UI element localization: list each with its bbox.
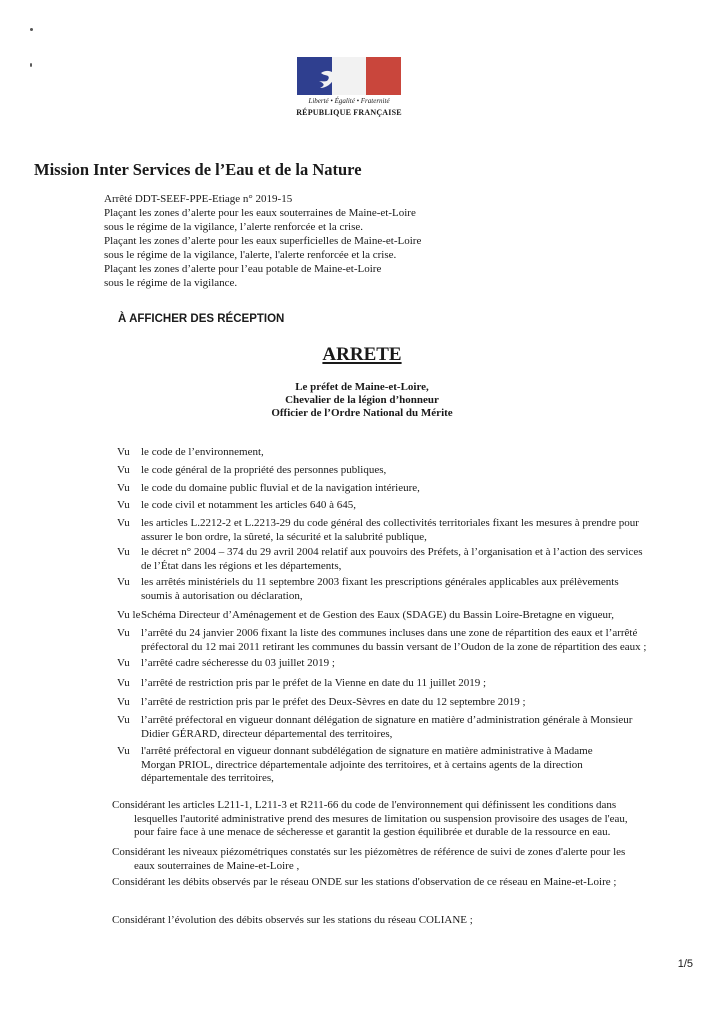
- arrete-title: ARRETE: [322, 344, 402, 365]
- vu-prefix: Vu: [117, 714, 130, 726]
- considerant-text: Considérant les débits observés par le réseau ONDE sur les stations d'observation de ce réseau en Maine-et-Loire ;: [112, 876, 617, 888]
- vu-prefix: Vu le: [117, 609, 141, 621]
- vu-text: les arrêtés ministériels du 11 septembre 2003 fixant les prescriptions générales applicables aux prélèvements: [141, 576, 619, 588]
- vu-text: Schéma Directeur d’Aménagement et de Gestion des Eaux (SDAGE) du Bassin Loire-Bretagne en vigueur,: [141, 609, 615, 621]
- header-line: Plaçant les zones d’alerte pour les eaux souterraines de Maine-et-Loire: [104, 207, 416, 219]
- considerant-paragraph: [112, 914, 473, 928]
- afficher-notice: À AFFICHER DES RÉCEPTION: [118, 313, 285, 325]
- vu-text: l’arrêté du 24 janvier 2006 fixant la liste des communes incluses dans une zone de répartition des eaux et l’arrêté: [141, 627, 638, 639]
- vu-text: le code général de la propriété des personnes publiques,: [141, 464, 387, 476]
- logo-republique: RÉPUBLIQUE FRANÇAISE: [296, 108, 402, 117]
- vu-prefix: Vu: [117, 696, 130, 708]
- vu-text: assurer le bon ordre, la sûreté, la sécurité et la salubrité publique,: [141, 530, 427, 543]
- considerant-paragraph: [112, 846, 625, 873]
- page-number: 1/5: [677, 958, 693, 970]
- vu-text: l'arrêté préfectoral en vigueur donnant subdélégation de signature en matière administrative à Madame: [141, 745, 593, 757]
- considerant-text: lesquelles l'autorité administrative prend des mesures de limitation ou suspension provisoire des usages de l'eau,: [134, 812, 628, 825]
- vu-text: l’arrêté de restriction pris par le préfet de la Vienne en date du 11 juillet 2019 ;: [141, 677, 487, 689]
- vu-text: l’arrêté préfectoral en vigueur donnant délégation de signature en matière d’administration générale à Monsieur: [141, 714, 633, 726]
- header-line: sous le régime de la vigilance, l’alerte renforcée et la crise.: [104, 221, 363, 233]
- vu-prefix: Vu: [117, 482, 130, 494]
- scan-speck: [30, 28, 33, 31]
- vu-text: les articles L.2212-2 et L.2213-29 du code général des collectivités territoriales fixant les mesures à prendre pour: [141, 517, 639, 529]
- vu-prefix: Vu: [117, 627, 130, 639]
- vu-prefix: Vu: [117, 576, 130, 588]
- prefet-line: Officier de l’Ordre National du Mérite: [271, 407, 453, 419]
- tricolor-flag: [297, 57, 401, 95]
- vu-text: soumis à autorisation ou déclaration,: [141, 589, 303, 602]
- vu-text: Didier GÉRARD, directeur départemental des territoires,: [141, 727, 393, 740]
- logo-motto: Liberté • Égalité • Fraternité: [308, 97, 390, 105]
- header-line: sous le régime de la vigilance, l'alerte, l'alerte renforcée et la crise.: [104, 249, 397, 261]
- vu-prefix: Vu: [117, 677, 130, 689]
- vu-text: le décret n° 2004 – 374 du 29 avril 2004 relatif aux pouvoirs des Préfets, à l’organisation et à l’action des services: [141, 546, 643, 558]
- marianne-profile-icon: [317, 57, 365, 95]
- considerant-text: eaux souterraines de Maine-et-Loire ,: [134, 859, 300, 872]
- vu-text: Morgan PRIOL, directrice départementale adjointe des territoires, et à certains agents de la direction: [141, 758, 583, 771]
- header-line: Plaçant les zones d’alerte pour les eaux superficielles de Maine-et-Loire: [104, 235, 422, 247]
- prefet-block: [0, 381, 724, 420]
- considerant-text: pour faire face à une menace de sécheresse et garantit la gestion équilibrée et durable de la ressource en eau.: [134, 826, 611, 838]
- considerant-text: Considérant l’évolution des débits observés sur les stations du réseau COLIANE ;: [112, 914, 473, 926]
- arrete-header: [104, 192, 504, 290]
- prefet-line: Le préfet de Maine-et-Loire,: [295, 381, 429, 393]
- vu-text: le code civil et notamment les articles 640 à 645,: [141, 499, 357, 511]
- considerant-paragraph: [112, 876, 616, 890]
- vu-prefix: Vu: [117, 446, 130, 458]
- prefet-line: Chevalier de la légion d’honneur: [285, 394, 439, 406]
- considerant-text: Considérant les articles L211-1, L211-3 et R211-66 du code de l'environnement qui définissent les conditions dans: [112, 799, 617, 811]
- vu-prefix: Vu: [117, 657, 130, 669]
- vu-text: le code du domaine public fluvial et de la navigation intérieure,: [141, 482, 420, 494]
- vu-text: préfectoral du 12 mai 2011 retirant les communes du bassin versant de l’Oudon de la zone de répartition des eaux ;: [141, 640, 647, 653]
- vu-text: l’arrêté de restriction pris par le préfet des Deux-Sèvres en date du 12 septembre 2019 ;: [141, 696, 526, 708]
- vu-prefix: Vu: [117, 546, 130, 558]
- vu-prefix: Vu: [117, 499, 130, 511]
- vu-prefix: Vu: [117, 517, 130, 529]
- vu-text: le code de l’environnement,: [141, 446, 264, 458]
- header-line: Plaçant les zones d’alerte pour l’eau potable de Maine-et-Loire: [104, 263, 382, 275]
- vu-text: de l’État dans les régions et les départements,: [141, 559, 342, 572]
- considerant-text: Considérant les niveaux piézométriques constatés sur les piézomètres de référence de suivi de zones d'alerte pour les: [112, 846, 626, 858]
- arrete-heading: [0, 344, 724, 366]
- republique-francaise-logo: [294, 57, 404, 125]
- header-line: Arrêté DDT-SEEF-PPE-Etiage n° 2019-15: [104, 193, 293, 205]
- vu-text: départementale des territoires,: [141, 772, 274, 784]
- header-line: sous le régime de la vigilance.: [104, 277, 238, 289]
- considerant-paragraph: [112, 799, 628, 840]
- vu-text: l’arrêté cadre sécheresse du 03 juillet 2019 ;: [141, 657, 335, 669]
- scan-speck: [30, 63, 32, 67]
- mission-title: Mission Inter Services de l’Eau et de la Nature: [34, 160, 362, 179]
- vu-prefix: Vu: [117, 464, 130, 476]
- vu-prefix: Vu: [117, 745, 130, 757]
